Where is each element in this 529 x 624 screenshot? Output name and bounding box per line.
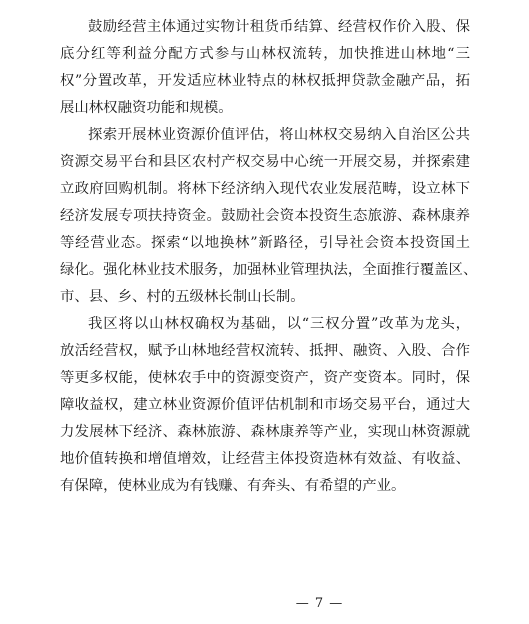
text-line: 绿化。强化林业技术服务，加强林业管理执法，全面推行覆盖区、 xyxy=(60,262,478,278)
text-line: 权”分置改革，开发适应林业特点的林权抵押贷款金融产品，拓 xyxy=(60,73,470,89)
text-line: 等更多权能，使林农手中的资源变资产，资产变资本。同时，保 xyxy=(60,370,470,386)
text-line: 地价值转换和增值增效，让经营主体投资造林有效益、有收益、 xyxy=(60,451,470,467)
page-number: — 7 — xyxy=(295,596,344,611)
text-line: 障收益权，建立林业资源价值评估机制和市场交易平台，通过大 xyxy=(60,397,470,413)
text-line: 探索开展林业资源价值评估，将山林权交易纳入自治区公共 xyxy=(88,127,470,143)
text-line: 鼓励经营主体通过实物计租货币结算、经营权作价入股、保 xyxy=(88,19,470,35)
text-line: 展山林权融资功能和规模。 xyxy=(60,100,233,116)
text-line: 经济发展专项扶持资金。鼓励社会资本投资生态旅游、森林康养 xyxy=(60,208,470,224)
text-line: 有保障，使林业成为有钱赚、有奔头、有希望的产业。 xyxy=(60,478,406,494)
text-line: 放活经营权，赋予山林地经营权流转、抵押、融资、入股、合作 xyxy=(60,343,470,359)
text-line: 我区将以山林权确权为基础，以“三权分置”改革为龙头， xyxy=(88,316,470,332)
text-line: 等经营业态。探索“以地换林”新路径，引导社会资本投资国土 xyxy=(60,235,470,251)
text-line: 立政府回购机制。将林下经济纳入现代农业发展范畴，设立林下 xyxy=(60,181,470,197)
text-line: 资源交易平台和县区农村产权交易中心统一开展交易，并探索建 xyxy=(60,154,470,170)
text-line: 底分红等利益分配方式参与山林权流转，加快推进山林地“三 xyxy=(60,46,470,62)
text-line: 市、县、乡、村的五级林长制山长制。 xyxy=(60,289,305,305)
text-line: 力发展林下经济、森林旅游、森林康养等产业，实现山林资源就 xyxy=(60,424,470,440)
